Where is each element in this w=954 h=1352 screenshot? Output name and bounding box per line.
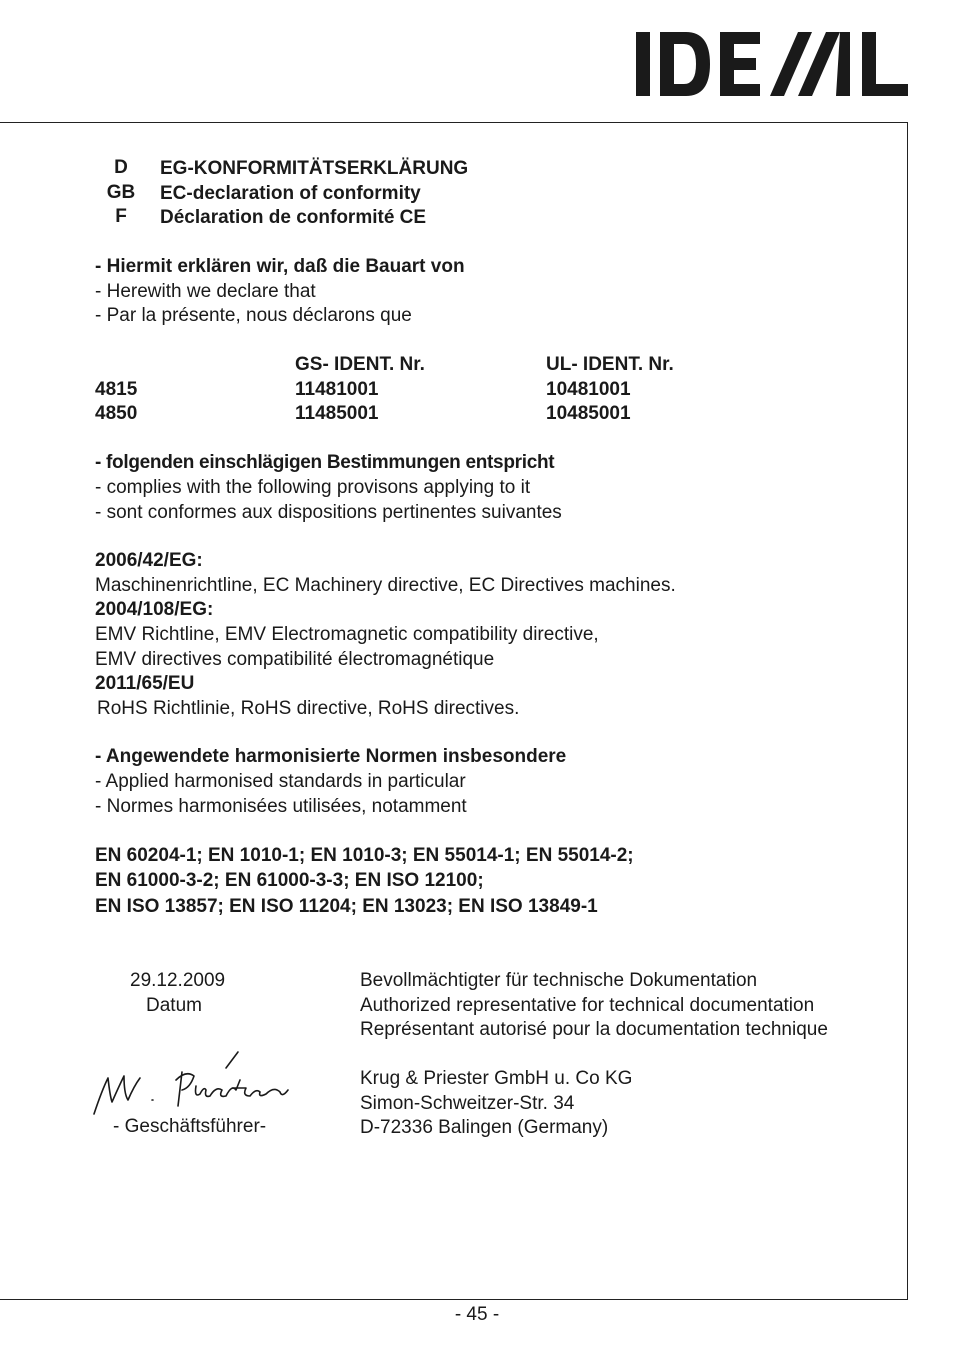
lang-code-f: F [115, 206, 127, 227]
ident-model: 4850 [95, 403, 138, 424]
standards-fr: - Normes harmonisées utilisées, notamment [95, 796, 467, 817]
ident-gs: 11485001 [295, 403, 379, 424]
page-number: - 45 - [454, 1304, 500, 1325]
ident-ul: 10485001 [546, 403, 631, 424]
frame-right-line [907, 122, 908, 1300]
standards-de: - Angewendete harmonisierte Normen insbesondere [95, 746, 567, 767]
title-de: EG-KONFORMITÄTSERKLÄRUNG [160, 158, 469, 179]
representative-en: Authorized representative for technical documentation [360, 995, 815, 1016]
title-en: EC-declaration of conformity [160, 183, 421, 204]
declare-de: - Hiermit erklären wir, daß die Bauart von [95, 256, 465, 277]
lang-code-d: D [114, 157, 128, 178]
company-name: Krug & Priester GmbH u. Co KG [360, 1068, 633, 1089]
ideal-logo [636, 28, 910, 100]
ident-ul: 10481001 [546, 379, 631, 400]
title-fr: Déclaration de conformité CE [160, 207, 427, 228]
lang-code-gb: GB [106, 182, 136, 203]
date-label: Datum [146, 995, 202, 1016]
directive-text: EMV directives compatibilité électromagnétique [95, 649, 495, 670]
complies-de: - folgenden einschlägigen Bestimmungen entspricht [95, 452, 555, 473]
signatory-role: - Geschäftsführer- [113, 1116, 267, 1137]
complies-en: - complies with the following provisons applying to it [95, 477, 531, 498]
directive-text: RoHS Richtlinie, RoHS directive, RoHS directives. [97, 698, 520, 719]
directive-code: 2004/108/EG: [95, 599, 214, 620]
directive-text: EMV Richtline, EMV Electromagnetic compatibility directive, [95, 624, 599, 645]
company-street: Simon-Schweitzer-Str. 34 [360, 1093, 575, 1114]
declare-en: - Herewith we declare that [95, 281, 316, 302]
complies-fr: - sont conformes aux dispositions pertinentes suivantes [95, 502, 562, 523]
company-city: D-72336 Balingen (Germany) [360, 1117, 609, 1138]
representative-de: Bevollmächtigter für technische Dokumentation [360, 970, 758, 991]
frame-top-line [0, 122, 908, 123]
directive-code: 2011/65/EU [95, 673, 195, 694]
directive-code: 2006/42/EG: [95, 550, 203, 571]
signature [90, 1050, 300, 1120]
ident-model: 4815 [95, 379, 138, 400]
standards-list: EN 60204-1; EN 1010-1; EN 1010-3; EN 55014-1; EN 55014-2; [95, 845, 634, 866]
ident-header-gs: GS- IDENT. Nr. [295, 354, 425, 375]
frame-bottom-line [0, 1299, 908, 1300]
date-value: 29.12.2009 [130, 970, 226, 991]
representative-fr: Représentant autorisé pour la documentation technique [360, 1019, 828, 1040]
standards-list: EN ISO 13857; EN ISO 11204; EN 13023; EN ISO 13849-1 [95, 896, 598, 917]
declare-fr: - Par la présente, nous déclarons que [95, 305, 412, 326]
ident-gs: 11481001 [295, 379, 379, 400]
ident-header-ul: UL- IDENT. Nr. [546, 354, 674, 375]
standards-list: EN 61000-3-2; EN 61000-3-3; EN ISO 12100; [95, 870, 484, 891]
directive-text: Maschinenrichtline, EC Machinery directive, EC Directives machines. [95, 575, 676, 596]
standards-en: - Applied harmonised standards in particular [95, 771, 466, 792]
